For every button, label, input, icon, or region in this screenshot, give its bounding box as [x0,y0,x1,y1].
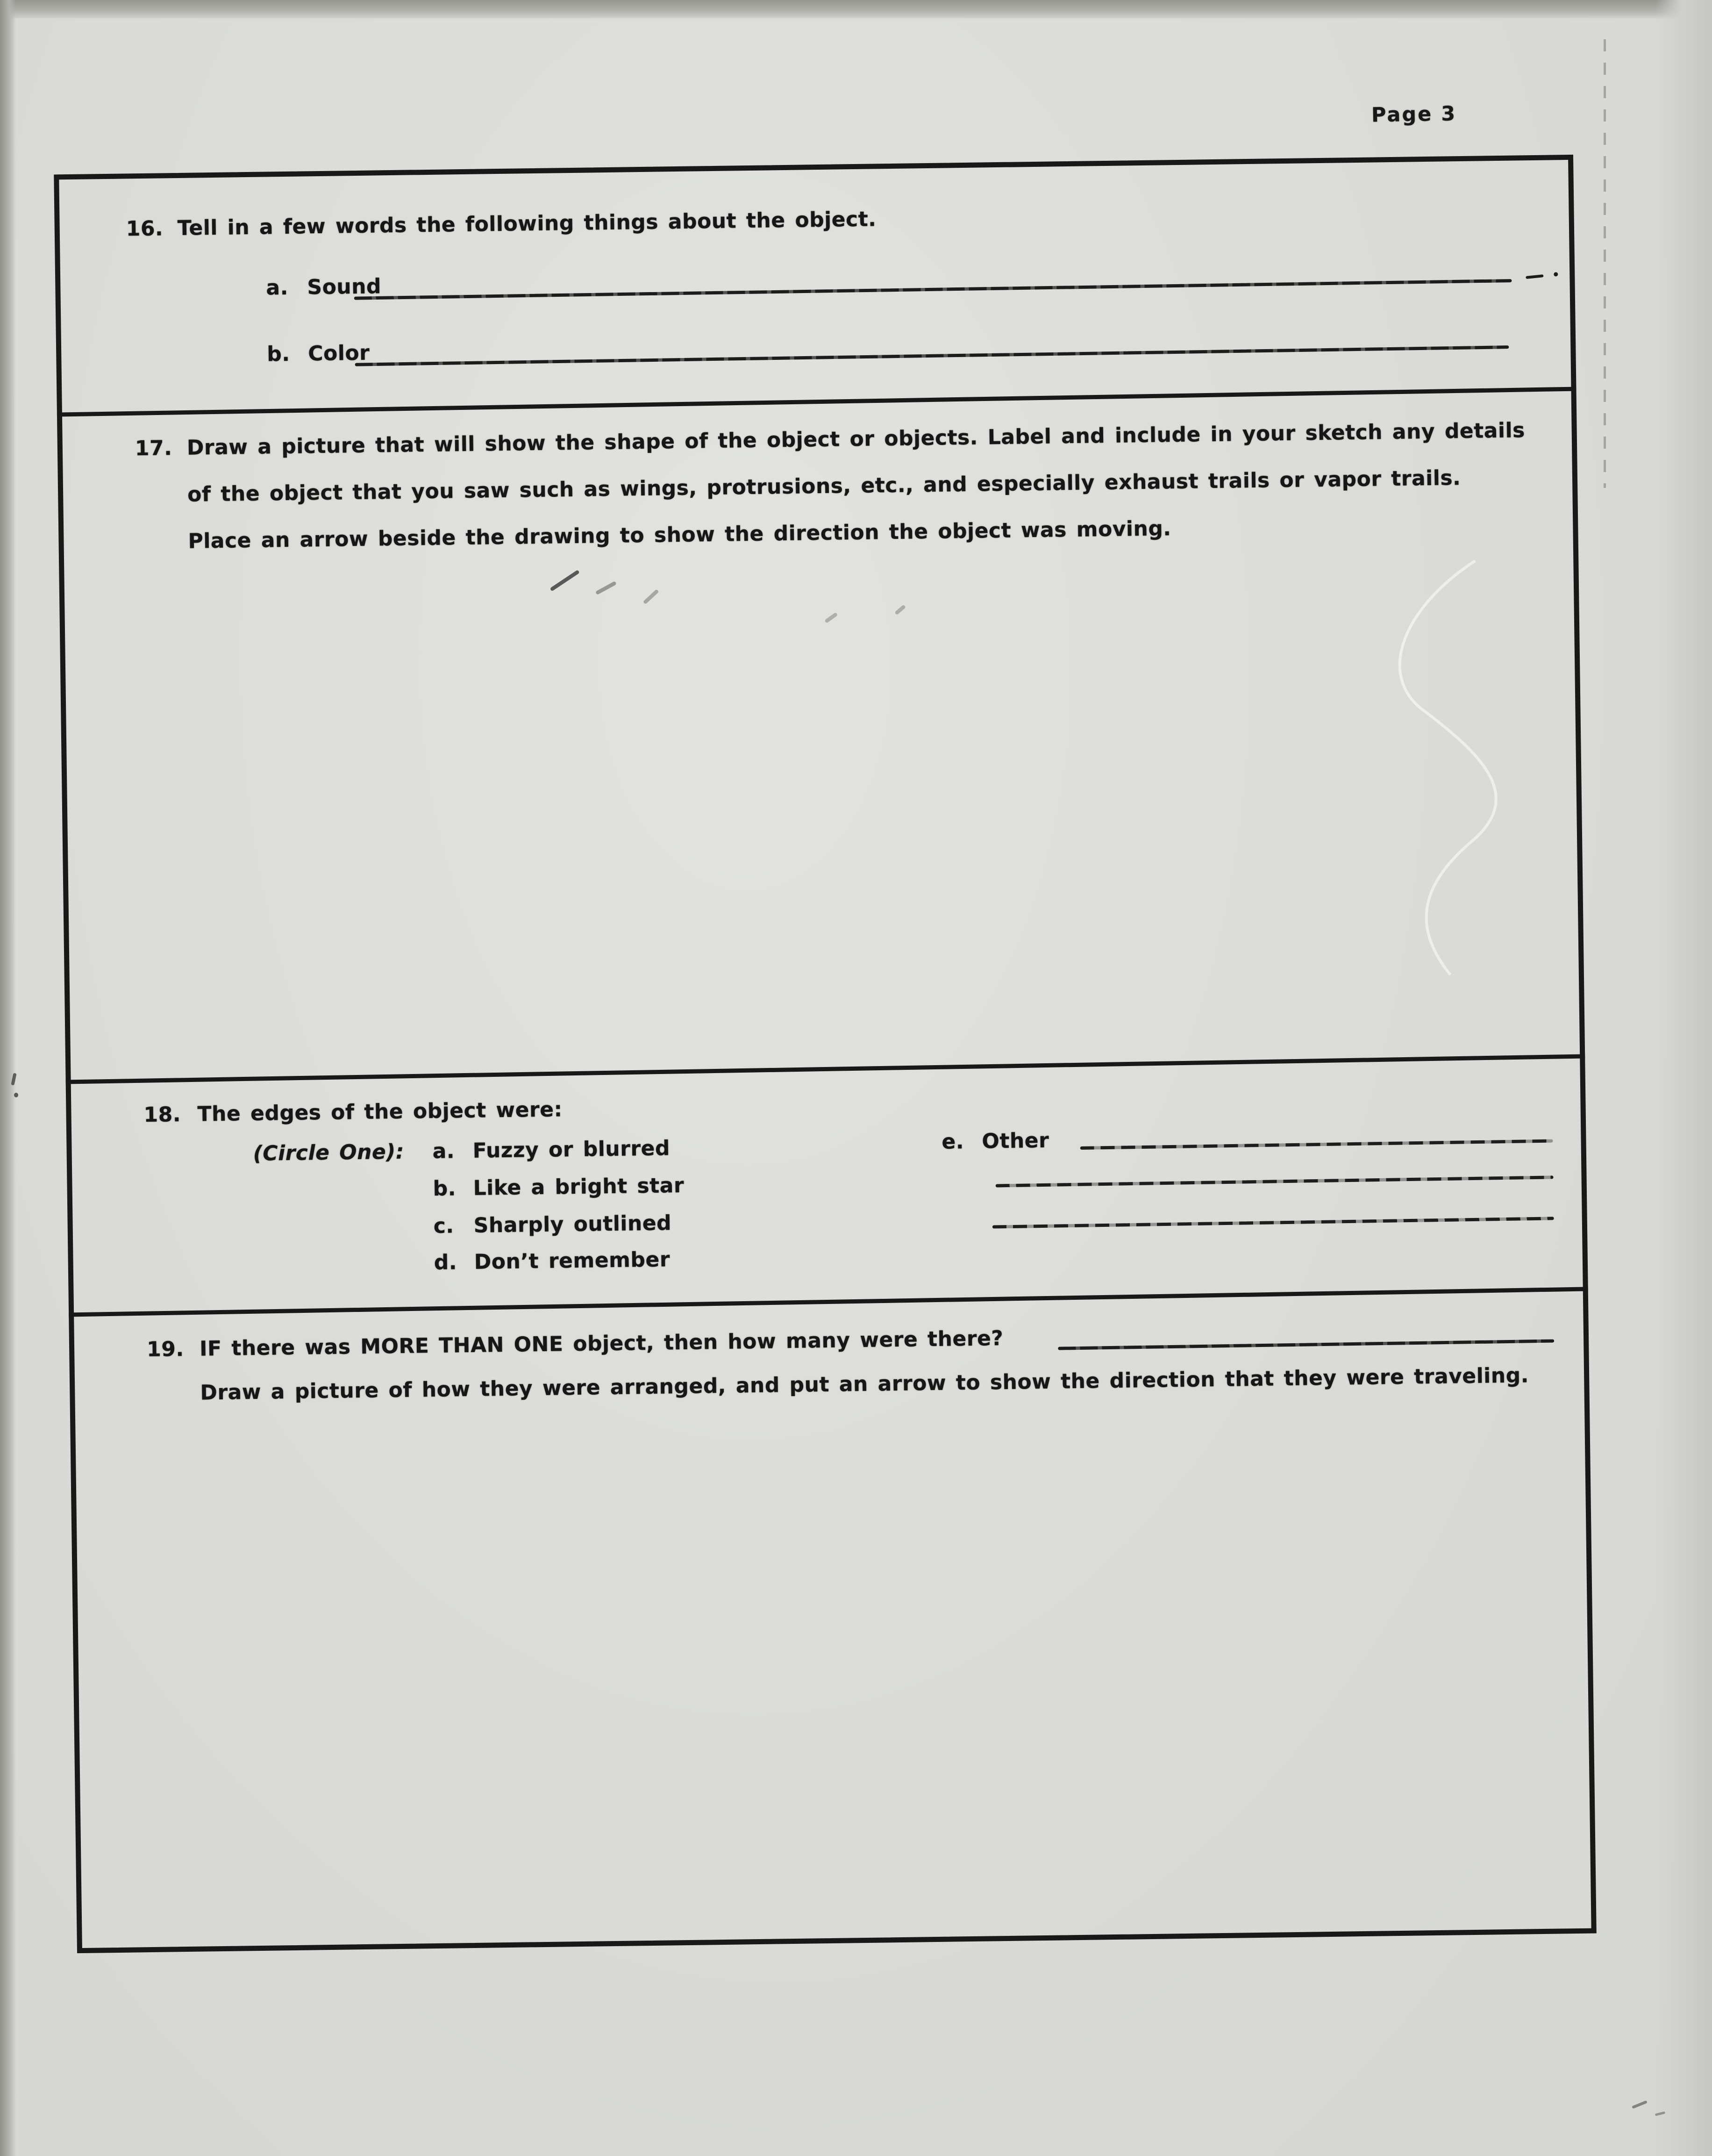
q17-line1: Draw a picture that will show the shape of the object or objects. Label and include in your sketch any details [186,418,1526,460]
q19-number: 19. [146,1337,184,1362]
color-answer-line [355,345,1509,366]
scan-edge-top [0,0,1712,20]
q19-line1: IF there was MORE THAN ONE object, then how many were there? [199,1326,1004,1361]
pencil-smudge [824,612,838,623]
q18-option-c-label: Sharply outlined [473,1211,672,1238]
section-divider-3 [69,1287,1588,1317]
q17-line2: of the object that you saw such as wings, protrusions, etc., and especially exhaust trails or vapor trails. [187,466,1461,507]
q18-option-b-label: Like a bright star [473,1173,685,1200]
pencil-smudge [550,570,580,592]
pencil-smudge [894,604,906,615]
sound-line-tail-dot [1554,272,1558,276]
q18-option-a-label: Fuzzy or blurred [472,1136,671,1163]
q16-number: 16. [126,216,164,241]
form-box [54,155,1597,1953]
sound-line-tail-dash [1526,274,1543,279]
q19-line2: Draw a picture of how they were arranged, and put an arrow to show the direction that they were traveling. [200,1363,1529,1405]
other-answer-line-2 [996,1175,1554,1187]
how-many-answer-line [1058,1339,1554,1350]
q18-option-a-letter: a. [432,1139,455,1164]
q18-option-d-label: Don’t remember [474,1247,671,1274]
q16a-letter: a. [266,275,289,300]
scan-edge-right [1656,0,1712,2156]
q17-number: 17. [135,436,172,461]
q16-text: Tell in a few words the following things about the object. [177,207,877,240]
pencil-smudge [595,581,617,595]
q16b-label: Color [307,341,370,366]
q18-option-d-letter: d. [434,1250,457,1275]
section-divider-1 [57,387,1576,417]
page-number-label: Page 3 [1371,102,1457,127]
q18-option-e-label: Other [982,1128,1049,1153]
q18-number: 18. [143,1103,181,1127]
q17-line3: Place an arrow beside the drawing to show the direction the object was moving. [188,516,1171,553]
q16b-letter: b. [266,342,290,366]
margin-stray-dot [14,1093,18,1097]
right-margin-dashed-line [1604,39,1606,488]
q18-option-e-letter: e. [942,1130,964,1154]
q18-circle-one-label: (Circle One): [253,1139,405,1166]
sound-answer-line [354,279,1512,300]
other-answer-line-3 [992,1217,1554,1228]
q16a-label: Sound [307,274,382,300]
other-answer-line-1 [1080,1139,1553,1150]
scan-crease-mark [1349,552,1560,985]
pencil-smudge [643,589,659,604]
section-divider-2 [66,1054,1585,1084]
q18-option-b-letter: b. [433,1176,457,1201]
q18-option-c-letter: c. [433,1214,454,1239]
q18-text: The edges of the object were: [197,1097,563,1126]
